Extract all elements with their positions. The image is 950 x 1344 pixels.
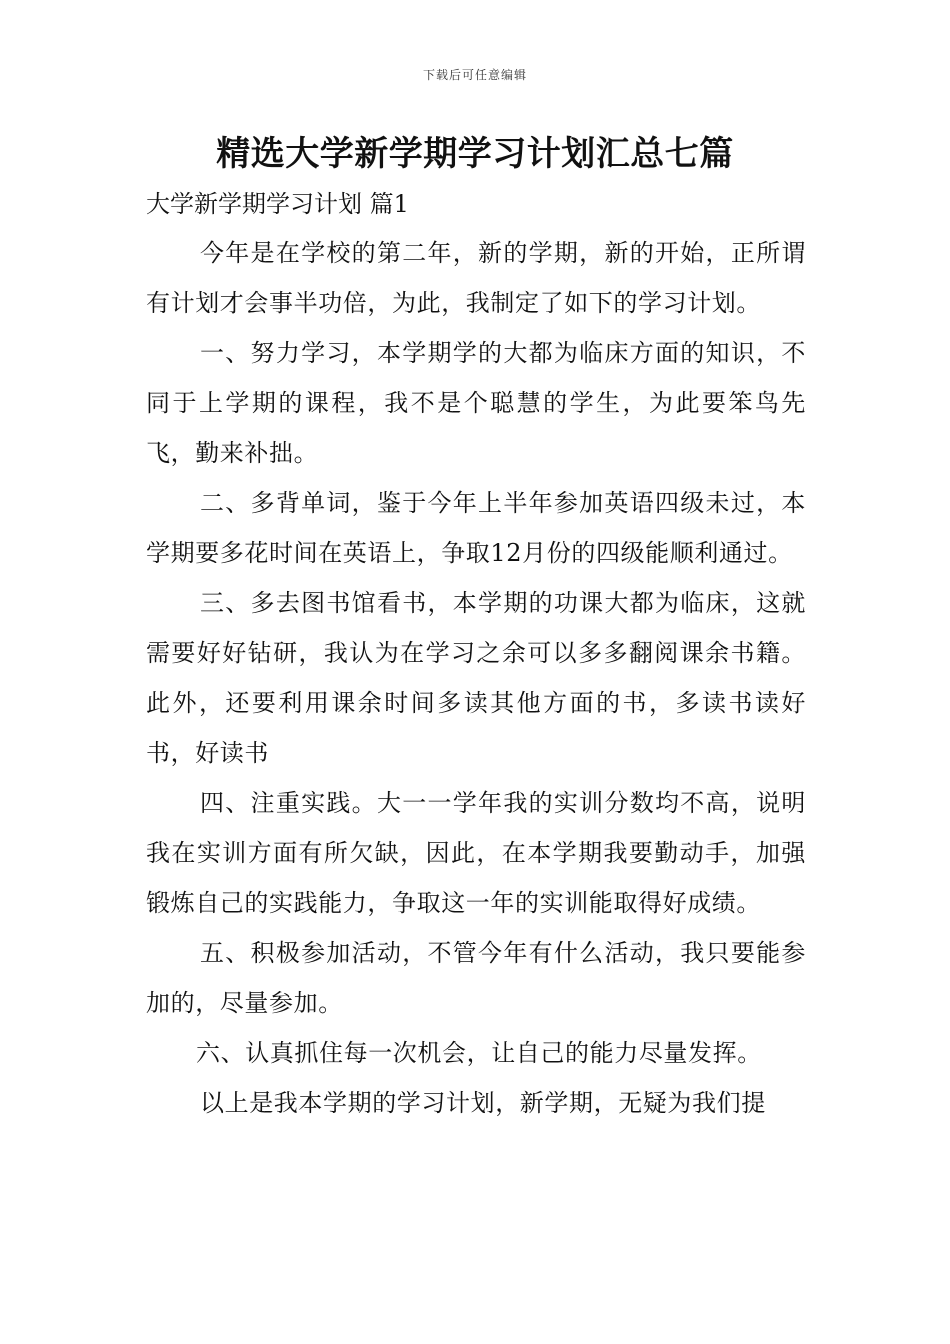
paragraph-item-5: 五、积极参加活动，不管今年有什么活动，我只要能参加的，尽量参加。 bbox=[146, 939, 806, 1017]
paragraph-item-2: 二、多背单词，鉴于今年上半年参加英语四级未过，本学期要多花时间在英语上，争取12月份的四级能顺利通过。 bbox=[146, 489, 806, 567]
paragraph-item-6: 六、认真抓住每一次机会，让自己的能力尽量发挥。 bbox=[196, 1039, 762, 1067]
document-body bbox=[146, 228, 806, 1128]
paragraph-item-4: 四、注重实践。大一一学年我的实训分数均不高，说明我在实训方面有所欠缺，因此，在本学期我要勤动手，加强锻炼自己的实践能力，争取这一年的实训能取得好成绩。 bbox=[146, 789, 806, 917]
paragraph-intro: 今年是在学校的第二年，新的学期，新的开始，正所谓有计划才会事半功倍，为此，我制定了如下的学习计划。 bbox=[146, 239, 806, 317]
header-note: 下载后可任意编辑 bbox=[422, 68, 527, 82]
paragraph-conclusion: 以上是我本学期的学习计划，新学期，无疑为我们提 bbox=[200, 1089, 766, 1117]
paragraph-item-3: 三、多去图书馆看书，本学期的功课大都为临床，这就需要好好钻研，我认为在学习之余可以多多翻阅课余书籍。此外，还要利用课余时间多读其他方面的书，多读书读好书，好读书 bbox=[146, 589, 806, 767]
document-title: 精选大学新学期学习计划汇总七篇 bbox=[216, 134, 734, 174]
paragraph-item-1: 一、努力学习，本学期学的大都为临床方面的知识，不同于上学期的课程，我不是个聪慧的学生，为此要笨鸟先飞，勤来补拙。 bbox=[146, 339, 806, 467]
section-heading: 大学新学期学习计划 篇1 bbox=[146, 190, 409, 218]
